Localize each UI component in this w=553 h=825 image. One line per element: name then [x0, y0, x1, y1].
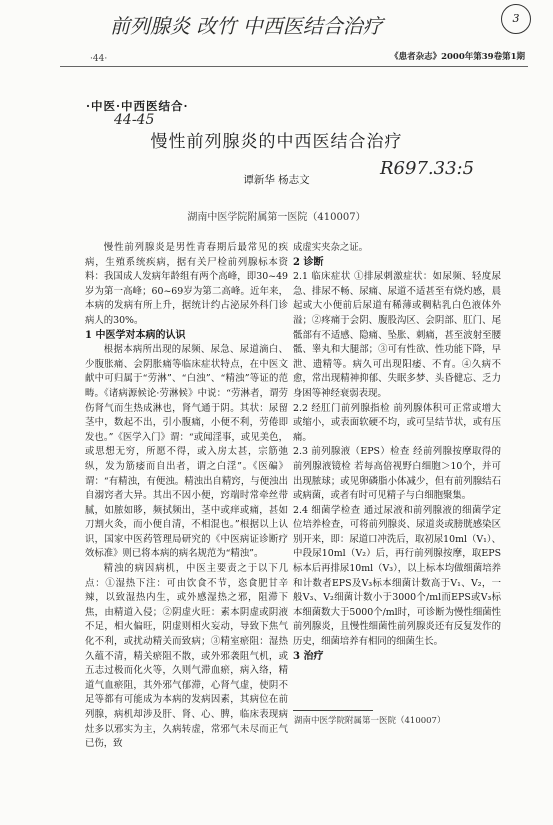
handwritten-page-range: 44-45 [114, 112, 155, 128]
paragraph: 慢性前列腺炎是男性青春期后最常见的疾病，生殖系统疾病，据有关尸检前列腺标本资料：我国成人发病年龄组有两个高峰，即30~49岁为第一高峰；60~69岁为第二高峰。近年来，本病的发病有所上升，据统计约占泌尿外科门诊病人的30%。 [85, 242, 288, 326]
handwritten-top-note: 前列腺炎 改竹 中西医结合治疗 [110, 14, 383, 38]
paragraph: 精浊的病因病机，中医主要责之于以下几点：①湿热下注：可由饮食不节，恣食肥甘辛辣，以致湿热内生，或外感湿热之邪，阻滞下焦，由精道入侵；②阴虚火旺：素本阴虚或阴液不足，相火偏旺，阴虚则相火妄动，导致下焦气化不利，或扰动精关而致病；③精室瘀阻：湿热久蕴不清，精关瘀阻不散，或外邪袭阻气机，或五志过极而化火等，久则气滞血瘀，病入络，精道气血瘀阻，其外邪气郁滞，心肾气虚，使阴不足等都有可能成为本病的发病因素，其病位在前列腺，病机却涉及肝、肾、心、脾，临床表现病灶多以邪实为主，久病转虚，常邪气未尽而正气已伤，致 [85, 563, 288, 750]
paragraph: 成虚实夹杂之证。 [293, 242, 369, 253]
page-number: ·44· [90, 54, 108, 64]
section-heading: 1 中医学对本病的认识 [85, 329, 186, 341]
circled-number-mark: 3 [501, 4, 531, 34]
section-heading: 3 治疗 [293, 650, 324, 662]
section-label: ·中医·中西医结合· [86, 99, 189, 113]
left-column [85, 241, 288, 752]
paragraph: 根据本病所出现的尿频、尿急、尿道滴白、少腹胀痛、会阴胀痛等临床症状特点，在中医文献中可归属于“劳淋”、“白浊”、“精浊”等证的范畴。《诸病源候论·劳淋候》中说：“劳淋者，谓劳伤肾气而生热成淋也，肾气通于阴。其状：尿留茎中，数起不出，引小腹痛，小便不利，劳倦即发也。”《医学入门》谓：“或闻淫事，或见美色，或思想无穷，所愿不得，或入房太甚，宗筋弛纵，发为筋痿而自出者，谓之白淫”。《医碥》谓：“有精浊，有便浊。精浊出自精窍，与便浊出自溺窍者大异。其出不因小便，窍端时常牵丝带腻，如脓如眵，频拭频出，茎中或痒或痛，甚如刀割火灸，而小便自清，不相混也。”根据以上认识，国家中医药管理局研究的《中医病证诊断疗效标准》则已将本病的病名规范为“精浊”。 [85, 344, 288, 560]
right-column [293, 241, 501, 664]
paragraph: 2.3 前列腺液（EPS）检查 经前列腺按摩取得的前列腺液镜检 若每高倍视野白细胞＞10个，并可出现脓球；或见卵磷脂小体减少，但有前列腺结石或病菌，或者有时可见精子与白细胞聚集。 [293, 446, 501, 502]
paragraph: 2.1 临床症状 ①排尿刺激症状：如尿频、轻度尿急、排尿不畅、尿痛、尿道不适甚至有烧灼感，晨起或大小便前后尿道有稀薄或稠粘乳白色液体外溢；②疼痛于会阴、腹股沟区、会阴部、肛门、尾骶部有不适感、隐痛、坠胀、刺痛，甚至波射至腰骶、睾丸和大腿部；③可有性欲、性功能下降，早泄、遗精等。病久可出现阳痿、不育。④久病不愈，常出现精神抑郁、失眠多梦、头昏健忘、乏力身困等神经衰弱表现。 [293, 271, 501, 399]
footnote: 湖南中医学院附属第一医院（410007） [294, 716, 446, 726]
handwritten-call-number: R697.33:5 [380, 158, 475, 179]
section-heading: 2 诊断 [293, 256, 324, 268]
affiliation: 湖南中医学院附属第一医院（410007） [187, 212, 366, 223]
header-rule [60, 66, 528, 67]
authors: 谭新华 杨志文 [243, 174, 310, 186]
footnote-rule [293, 710, 373, 711]
paragraph: 2.2 经肛门前列腺指检 前列腺体积可正常或增大或缩小，或表面软硬不均，或可呈结节状，或有压痛。 [293, 402, 501, 443]
article-title: 慢性前列腺炎的中西医结合治疗 [150, 132, 403, 152]
paragraph: 2.4 细菌学检查 通过尿液和前列腺液的细菌学定位培养检查，可将前列腺炎、尿道炎或膀胱感染区别开来，即：尿道口冲洗后，取初尿10ml（V₁）、中段尿10ml（V₂）后，再行前列腺按摩，取EPS标本后再排尿10ml（V₃），以上标本均做细菌培养和计数者EPS及V₃标本细菌计数高于V₁、V₂，一般V₃、V₂细菌计数小于3000个/ml而EPS或V₃标本细菌数大于5000个/ml时，可诊断为慢性细菌性前列腺炎，且慢性细菌性前列腺炎还有反复发作的历史，细菌培养有相同的细菌生长。 [293, 504, 501, 648]
journal-header: 《患者杂志》2000年第39卷第1期 [390, 52, 525, 62]
